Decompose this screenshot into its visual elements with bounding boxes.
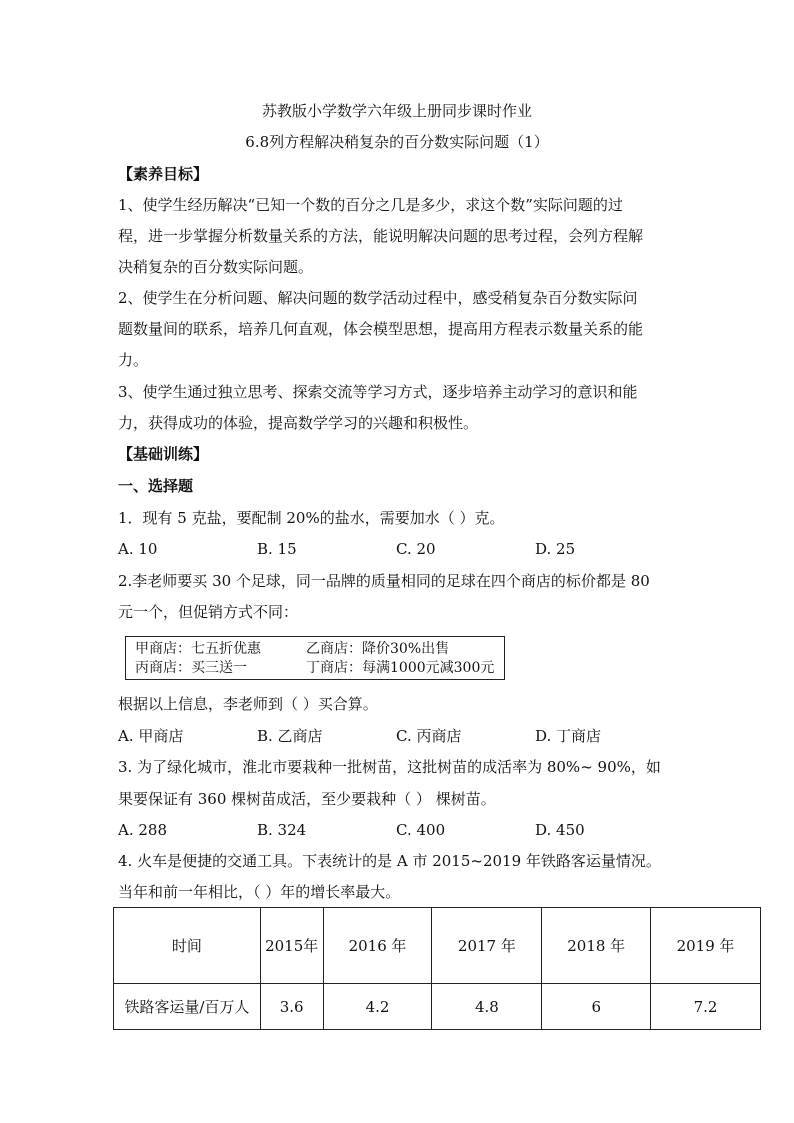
question-4-text: 当年和前一年相比，（ ）年的增长率最大。 xyxy=(118,883,401,901)
goals-line: 2、使学生在分析问题、解决问题的数学活动过程中，感受稍复杂百分数实际问 xyxy=(118,289,638,307)
q1-option-c: C. 20 xyxy=(396,540,436,558)
q3-option-b: B. 324 xyxy=(257,821,307,839)
table-cell: 3.6 xyxy=(260,984,323,1030)
table-cell: 6 xyxy=(542,984,651,1030)
page-subtitle: 6.8列方程解决稍复杂的百分数实际问题（1） xyxy=(245,133,549,151)
ridership-table xyxy=(113,907,761,1030)
q1-option-b: B. 15 xyxy=(257,540,297,558)
table-header-cell: 2015年 xyxy=(260,908,323,984)
question-2-text: 2.李老师要买 30 个足球，同一品牌的质量相同的足球在四个商店的标价都是 80 xyxy=(118,572,650,590)
q3-option-a: A. 288 xyxy=(118,821,167,839)
table-header-cell: 2019 年 xyxy=(651,908,761,984)
question-3-text: 果要保证有 360 棵树苗成活，至少要栽种（ ） 棵树苗。 xyxy=(118,790,496,808)
promotion-box xyxy=(125,636,505,680)
goals-line: 程，进一步掌握分析数量关系的方法，能说明解决问题的思考过程，会列方程解 xyxy=(118,227,644,245)
training-heading: 【基础训练】 xyxy=(118,445,209,463)
promo-store-bing: 丙商店：买三送一 xyxy=(135,660,247,676)
table-cell: 7.2 xyxy=(651,984,761,1030)
promo-store-jia: 甲商店：七五折优惠 xyxy=(135,641,261,657)
q3-option-d: D. 450 xyxy=(535,821,585,839)
table-row-label: 铁路客运量/百万人 xyxy=(114,984,261,1030)
question-2-text: 元一个，但促销方式不同： xyxy=(118,603,299,621)
goals-line: 力，获得成功的体验，提高数学学习的兴趣和积极性。 xyxy=(118,414,479,432)
table-row xyxy=(114,984,761,1030)
goals-line: 题数量间的联系，培养几何直观，体会模型思想，提高用方程表示数量关系的能 xyxy=(118,320,644,338)
q2-option-d: D. 丁商店 xyxy=(535,727,602,745)
goals-heading: 【素养目标】 xyxy=(118,165,209,183)
q2-option-c: C. 丙商店 xyxy=(396,727,462,745)
table-header-cell: 2016 年 xyxy=(323,908,432,984)
table-header-cell: 时间 xyxy=(114,908,261,984)
goals-line: 决稍复杂的百分数实际问题。 xyxy=(118,258,314,276)
goals-line: 3、使学生通过独立思考、探索交流等学习方式，逐步培养主动学习的意识和能 xyxy=(118,383,638,401)
table-cell: 4.2 xyxy=(323,984,432,1030)
promo-store-yi: 乙商店：降价30%出售 xyxy=(306,641,450,657)
table-cell: 4.8 xyxy=(432,984,542,1030)
question-1-text: 1．现有 5 克盐，要配制 20%的盐水，需要加水（ ）克。 xyxy=(118,509,505,527)
section-heading: 一、选择题 xyxy=(118,477,194,495)
q1-option-a: A. 10 xyxy=(118,540,158,558)
promo-store-ding: 丁商店：每满1000元减300元 xyxy=(306,660,495,676)
goals-line: 力。 xyxy=(118,351,149,369)
q1-option-d: D. 25 xyxy=(535,540,576,558)
goals-line: 1、使学生经历解决“已知一个数的百分之几是多少，求这个数”实际问题的过 xyxy=(118,196,623,214)
page-title: 苏教版小学数学六年级上册同步课时作业 xyxy=(261,102,532,120)
table-header-cell: 2018 年 xyxy=(542,908,651,984)
q2-option-b: B. 乙商店 xyxy=(257,727,323,745)
question-2-prompt: 根据以上信息，李老师到（ ）买合算。 xyxy=(118,695,378,713)
question-3-text: 3. 为了绿化城市，淮北市要栽种一批树苗，这批树苗的成活率为 80%~ 90%，如 xyxy=(118,758,661,776)
q2-option-a: A. 甲商店 xyxy=(118,727,184,745)
question-4-text: 4. 火车是便捷的交通工具。下表统计的是 A 市 2015~2019 年铁路客运量情况。 xyxy=(118,852,661,870)
table-header-cell: 2017 年 xyxy=(432,908,542,984)
table-header-row xyxy=(114,908,761,984)
q3-option-c: C. 400 xyxy=(396,821,446,839)
